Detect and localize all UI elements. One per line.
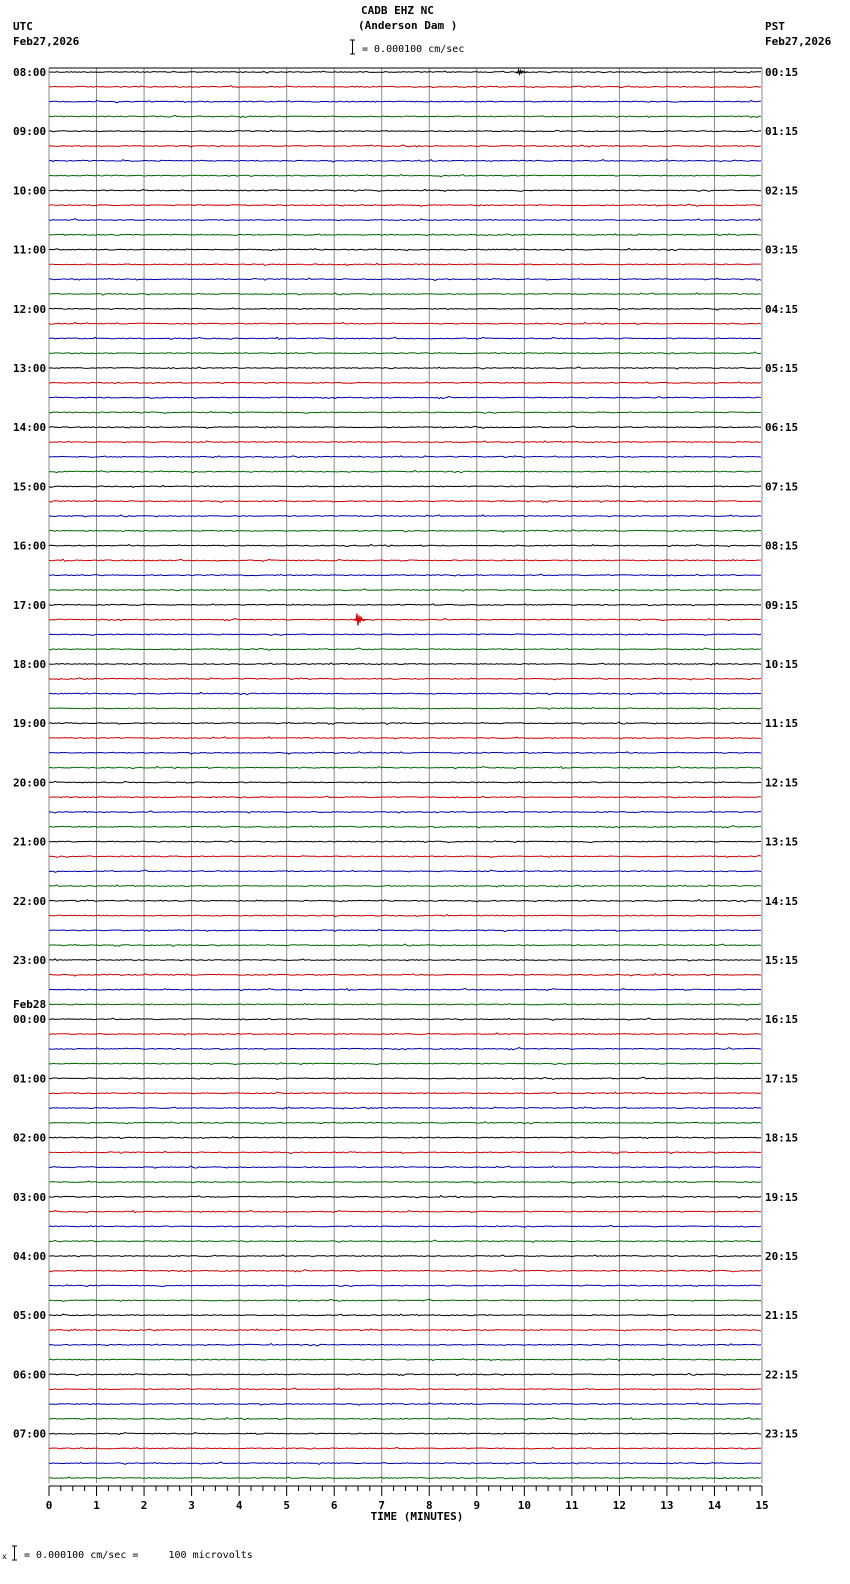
pst-hour-label-7: 07:15 [765,480,799,494]
utc-hour-label-1: 09:00 [13,125,47,139]
trace-46 [49,752,761,754]
utc-hour-label-9: 17:00 [13,598,47,612]
x-tick-label-5: 5 [283,1499,290,1512]
utc-hour-label-23: 07:00 [13,1427,47,1441]
trace-76 [49,1196,761,1198]
trace-16 [49,308,761,310]
trace-18 [49,337,761,339]
x-tick-label-10: 10 [517,1499,531,1512]
trace-49 [49,796,761,798]
trace-57 [49,915,761,917]
trace-77 [49,1210,761,1212]
pst-hour-label-0: 00:15 [765,66,799,79]
utc-hour-label-5: 13:00 [13,362,47,375]
utc-hour-label-20: 04:00 [13,1250,47,1263]
trace-91 [49,1418,761,1420]
trace-27 [49,470,761,472]
trace-43 [49,707,761,709]
pst-hour-label-16: 16:15 [765,1013,799,1027]
trace-93 [49,1447,761,1449]
pst-hour-label-10: 10:15 [765,658,799,671]
left-date: Feb27,2026 [13,35,80,48]
trace-8 [49,190,761,192]
pst-hour-label-12: 12:15 [765,776,799,790]
trace-6 [49,160,761,162]
utc-hour-label-0: 08:00 [13,66,47,79]
trace-30 [49,515,761,517]
pst-hour-label-8: 08:15 [765,539,799,553]
event-marks [354,70,528,626]
pst-hour-label-1: 01:15 [765,125,799,139]
trace-95 [49,1477,761,1479]
trace-11 [49,234,761,236]
trace-15 [49,293,761,295]
pst-hour-label-15: 15:15 [765,954,799,967]
pst-hour-label-9: 09:15 [765,598,799,612]
trace-1 [49,86,761,88]
right-timezone: PST [765,20,785,33]
utc-hour-label-18: 02:00 [13,1131,47,1145]
trace-31 [49,530,761,532]
trace-63 [49,1004,761,1006]
x-tick-label-6: 6 [330,1499,338,1512]
trace-55 [49,885,761,887]
x-tick-label-15: 15 [755,1499,769,1512]
pst-hour-label-4: 04:15 [765,302,799,316]
trace-78 [49,1225,761,1227]
trace-89 [49,1388,761,1390]
trace-84 [49,1314,761,1316]
trace-29 [49,500,761,502]
utc-hour-label-7: 15:00 [13,480,47,494]
utc-hour-label-17: 01:00 [13,1072,47,1086]
trace-22 [49,396,761,398]
x-tick-label-8: 8 [425,1499,433,1512]
trace-70 [49,1107,761,1109]
trace-38 [49,634,761,636]
x-tick-label-9: 9 [473,1499,481,1512]
trace-53 [49,856,761,858]
footer-scale-note: = 0.000100 cm/sec = 100 microvolts [24,1550,253,1561]
pst-hour-label-2: 02:15 [765,184,799,198]
pst-hour-label-23: 23:15 [765,1427,799,1441]
trace-50 [49,811,761,813]
trace-33 [49,559,761,561]
x-tick-label-14: 14 [707,1499,722,1512]
x-tick-label-1: 1 [93,1499,100,1512]
trace-45 [49,737,761,739]
trace-83 [49,1299,761,1301]
x-tick-label-4: 4 [235,1499,243,1512]
trace-61 [49,974,761,976]
trace-86 [49,1344,761,1346]
x-tick-label-0: 0 [45,1499,53,1512]
trace-lines [49,71,761,1479]
utc-hour-label-13: 21:00 [13,835,47,849]
pst-hour-label-21: 21:15 [765,1309,799,1323]
x-tick-label-7: 7 [378,1499,386,1512]
trace-7 [49,175,761,177]
left-timezone: UTC [13,20,33,33]
trace-3 [49,115,761,117]
trace-90 [49,1403,761,1405]
trace-2 [49,100,761,102]
pst-hour-label-13: 13:15 [765,835,799,849]
utc-hour-label-12: 20:00 [13,776,47,790]
trace-67 [49,1063,761,1065]
footer-scale-bar-icon [10,1545,19,1561]
trace-81 [49,1270,761,1272]
trace-37 [49,618,761,620]
trace-66 [49,1048,761,1050]
utc-hour-label-21: 05:00 [13,1309,47,1323]
utc-hour-label-16: 00:00 [13,1013,47,1027]
right-date: Feb27,2026 [765,35,832,48]
trace-32 [49,544,761,546]
station-location: (Anderson Dam ) [358,19,458,32]
trace-36 [49,604,761,606]
trace-92 [49,1433,761,1435]
x-tick-label-3: 3 [188,1499,195,1512]
utc-hour-label-4: 12:00 [13,302,47,316]
pst-hour-label-3: 03:15 [765,243,799,257]
trace-10 [49,219,761,221]
pst-hour-label-14: 14:15 [765,894,799,908]
trace-34 [49,574,761,576]
trace-42 [49,692,761,694]
trace-20 [49,367,761,369]
trace-72 [49,1137,761,1139]
trace-56 [49,900,761,902]
trace-28 [49,485,761,487]
trace-48 [49,781,761,783]
trace-85 [49,1329,761,1331]
x-axis [46,1486,769,1512]
x-axis-title: TIME (MINUTES) [370,1510,464,1523]
trace-21 [49,382,761,384]
pst-hour-label-11: 11:15 [765,717,799,731]
x-tick-label-2: 2 [140,1499,148,1512]
trace-69 [49,1092,761,1094]
trace-73 [49,1151,761,1153]
station-title: CADB EHZ NC [361,4,434,17]
trace-51 [49,826,761,828]
pst-hour-label-18: 18:15 [765,1131,799,1145]
trace-79 [49,1240,761,1242]
trace-74 [49,1166,761,1168]
trace-44 [49,722,761,724]
trace-14 [49,278,761,280]
pst-hour-label-19: 19:15 [765,1190,799,1204]
scale-label: = 0.000100 cm/sec [362,44,465,55]
x-tick-label-12: 12 [612,1499,627,1512]
trace-68 [49,1077,761,1079]
event-mark-1 [516,70,528,74]
utc-hour-label-15: 23:00 [13,954,47,967]
trace-62 [49,988,761,990]
pst-hour-label-22: 22:15 [765,1368,799,1382]
pst-hour-label-6: 06:15 [765,421,799,435]
trace-75 [49,1181,761,1183]
trace-13 [49,263,761,265]
utc-hour-label-22: 06:00 [13,1368,47,1382]
trace-94 [49,1462,761,1464]
trace-59 [49,944,761,946]
utc-hour-label-19: 03:00 [13,1190,47,1204]
utc-hour-label-3: 11:00 [13,243,47,257]
trace-39 [49,648,761,650]
trace-52 [49,841,761,843]
x-tick-label-13: 13 [660,1499,674,1512]
trace-40 [49,663,761,665]
footer-scale-prefix: x [2,1552,7,1561]
trace-24 [49,426,761,428]
utc-hour-label-11: 19:00 [13,717,47,731]
trace-82 [49,1285,761,1287]
trace-5 [49,145,761,147]
pst-hour-label-20: 20:15 [765,1250,799,1263]
trace-12 [49,248,761,250]
trace-71 [49,1122,761,1124]
pst-hour-label-17: 17:15 [765,1072,799,1086]
trace-4 [49,130,761,132]
utc-hour-label-6: 14:00 [13,421,47,435]
trace-47 [49,766,761,768]
trace-58 [49,929,761,931]
trace-88 [49,1373,761,1375]
trace-23 [49,412,761,414]
utc-hour-label-14: 22:00 [13,894,47,908]
trace-64 [49,1018,761,1020]
trace-0 [49,71,761,73]
trace-17 [49,322,761,324]
trace-41 [49,678,761,680]
pst-hour-label-5: 05:15 [765,362,799,375]
trace-65 [49,1033,761,1035]
utc-hour-label-2: 10:00 [13,184,47,198]
utc-hour-label-10: 18:00 [13,658,47,671]
trace-9 [49,204,761,206]
date-change-label: Feb28 [13,998,47,1012]
trace-60 [49,959,761,961]
trace-87 [49,1359,761,1361]
trace-54 [49,870,761,872]
trace-25 [49,441,761,443]
trace-26 [49,456,761,458]
x-tick-label-11: 11 [565,1499,579,1512]
trace-19 [49,352,761,354]
utc-hour-label-8: 16:00 [13,539,47,553]
trace-80 [49,1255,761,1257]
trace-35 [49,589,761,591]
